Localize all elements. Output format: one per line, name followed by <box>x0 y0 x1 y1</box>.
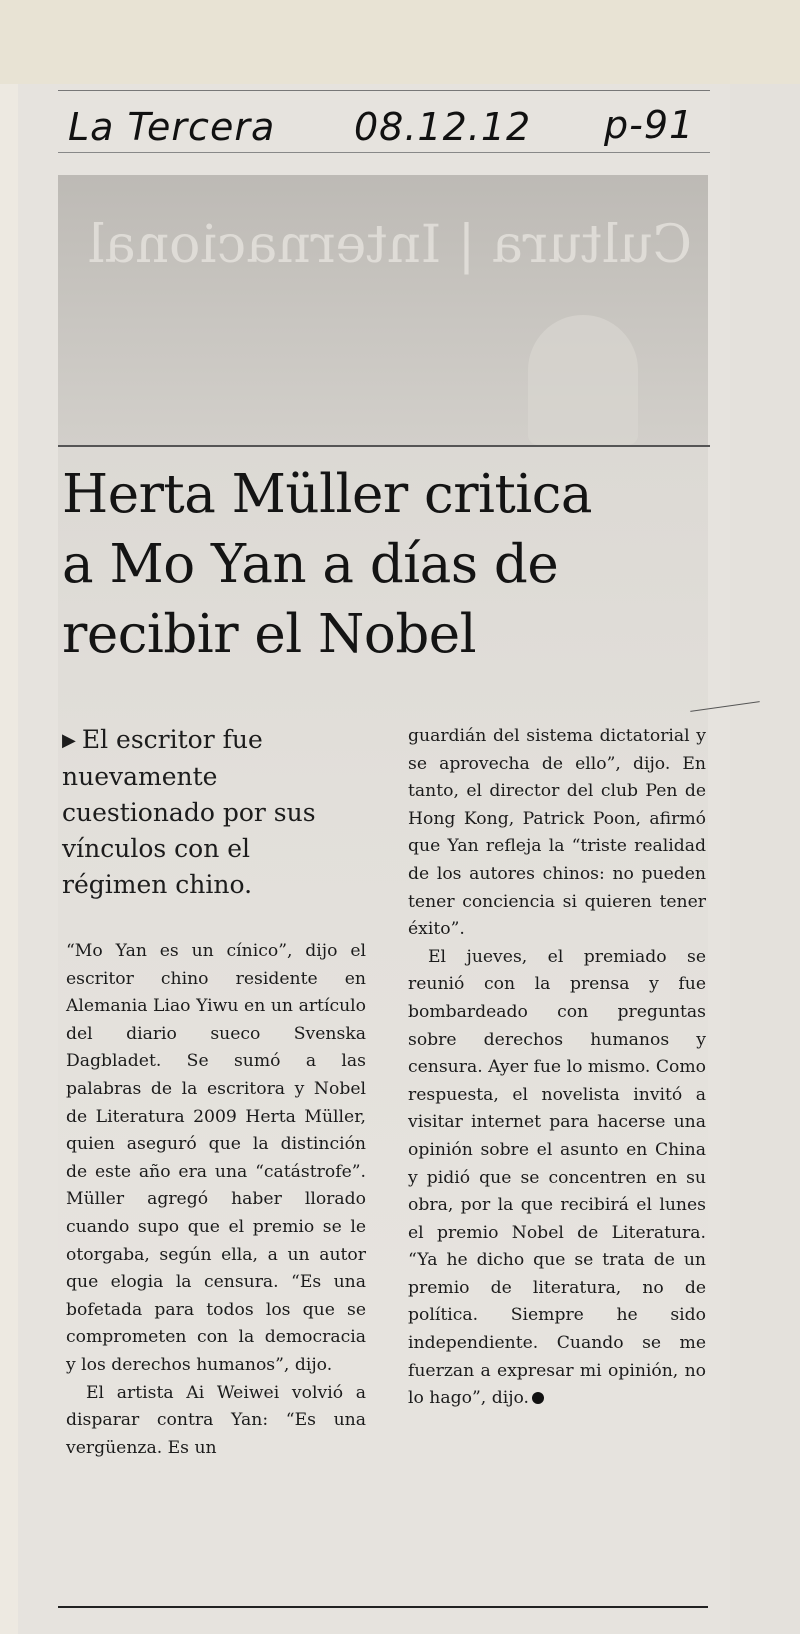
article-column-2 <box>408 723 706 1413</box>
bottom-rule <box>58 1606 708 1608</box>
col2-paragraph-2 <box>408 944 706 1413</box>
handwritten-date: 08.12.12 <box>354 105 532 149</box>
faded-photo <box>58 175 708 445</box>
col1-paragraph-2: El artista Ai Weiwei volvió a disparar contra Yan: “Es una vergüenza. Es un <box>66 1382 366 1458</box>
mirrored-caption: Cultura | Internacional <box>88 215 692 275</box>
deck-arrow-icon: ▶ <box>62 730 76 751</box>
article-headline <box>62 460 702 670</box>
handwritten-page: p-91 <box>604 103 695 147</box>
header-rule-top <box>58 90 710 91</box>
headline-line-2: a Mo Yan a días de <box>62 534 559 595</box>
article-deck <box>62 722 362 903</box>
scan-top-band <box>0 0 800 84</box>
col2-paragraph-2-text: El jueves, el premiado se reunió con la prensa y fue bombardeado con preguntas sobre derechos humanos y censura. Ayer fue lo mismo. Como respuesta, el novelista invitó a visitar internet para hacerse una opinión sobre el asunto en China y pidió que se concentren en su obra, por la que recibirá el lunes el premio Nobel de Literatura. “Ya he dicho que se trata de un premio de literatura, no de política. Siempre he sido independiente. Cuando se me fuerzan a expresar mi opinión, no lo hago”, dijo. <box>408 946 706 1409</box>
header-rule-bottom <box>58 152 710 153</box>
end-of-article-icon <box>532 1392 544 1404</box>
photo-figure <box>528 315 638 445</box>
scan-right-margin <box>730 84 800 1634</box>
handwritten-annotation <box>64 95 714 165</box>
col1-paragraph-1: “Mo Yan es un cínico”, dijo el escritor chino residente en Alemania Liao Yiwu en un artículo del diario sueco Svenska Dagbladet. Se sumó a las palabras de la escritora y Nobel de Literatura 2009 Herta Müller, quien aseguró que la distinción de este año era una “catástrofe”. Müller agregó haber llorado cuando supo que el premio se le otorgaba, según ella, a un autor que elogia la censura. “Es una bofetada para todos los que se comprometen con la democracia y los derechos humanos”, dijo. <box>66 941 366 1375</box>
article-column-1 <box>66 938 366 1462</box>
headline-line-1: Herta Müller critica <box>62 464 593 525</box>
headline-line-3: recibir el Nobel <box>62 604 477 665</box>
handwritten-source: La Tercera <box>68 105 276 149</box>
col2-paragraph-1: guardián del sistema dictatorial y se aprovecha de ello”, dijo. En tanto, el director del club Pen de Hong Kong, Patrick Poon, afirmó que Yan refleja la “triste realidad de los autores chinos: no pueden tener conciencia si quieren tener éxito”. <box>408 726 706 940</box>
deck-text: El escritor fue nuevamente cuestionado por sus vínculos con el régimen chino. <box>62 725 316 899</box>
